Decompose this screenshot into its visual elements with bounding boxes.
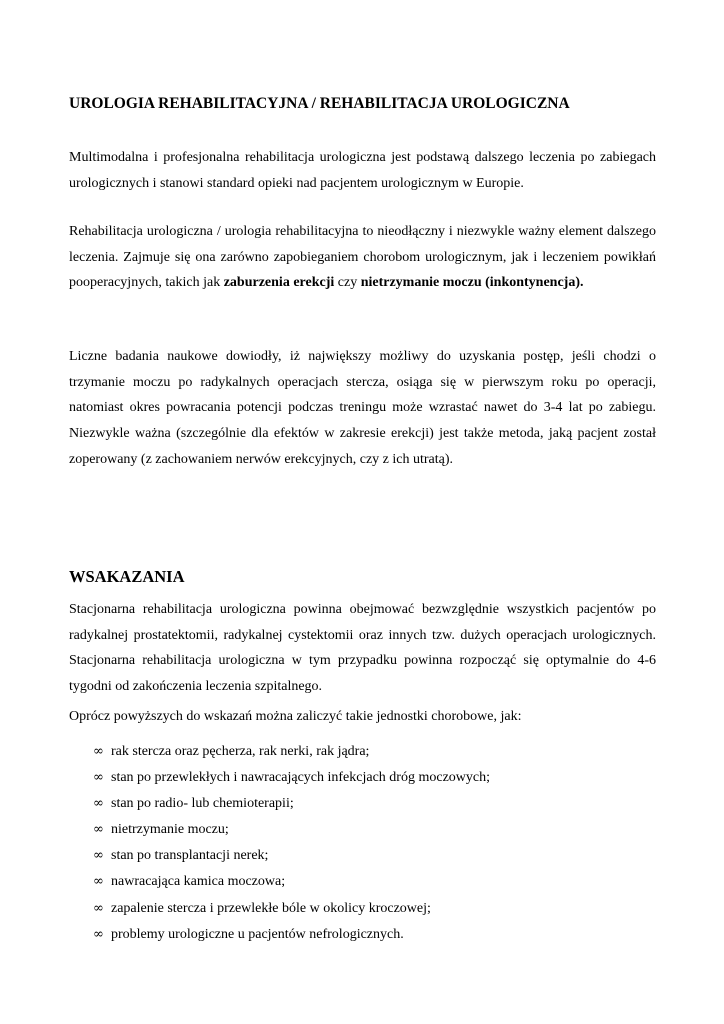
list-item-text: nawracająca kamica moczowa; xyxy=(111,874,286,890)
infinity-bullet-icon: ∞ xyxy=(93,874,104,890)
rehabilitation-text-1: Rehabilitacja urologiczna / urologia rehabilitacyjna to nieodłączny i niezwykle ważny element dalszego leczenia. Zajmuje się ona zarówno zapobieganiem chorobom urologicznym, jak i leczeniem powikłań pooperacyjnych, takich jak xyxy=(69,224,656,291)
list-item xyxy=(93,843,490,869)
indications-list xyxy=(93,739,490,948)
list-item-text: rak stercza oraz pęcherza, rak nerki, rak jądra; xyxy=(111,744,370,759)
list-item xyxy=(93,739,490,765)
infinity-bullet-icon: ∞ xyxy=(93,744,104,759)
list-item xyxy=(93,791,490,817)
rehabilitation-paragraph xyxy=(69,219,656,296)
infinity-bullet-icon: ∞ xyxy=(93,900,104,916)
list-item xyxy=(93,817,490,843)
research-paragraph: Liczne badania naukowe dowiodły, iż największy możliwy do uzyskania postęp, jeśli chodzi o trzymanie moczu po radykalnych operacjach stercza, osiąga się w pierwszym roku po operacji, natomiast okres powracania potencji podczas treningu może wzrastać nawet do 3-4 lat po zabiegu. Niezwykle ważna (szczególnie dla efektów w zakresie erekcji) jest także metoda, jaką pacjent został zoperowany (z zachowaniem nerwów erekcyjnych, czy z ich utratą). xyxy=(69,349,656,467)
list-item-text: stan po transplantacji nerek; xyxy=(111,848,269,864)
infinity-bullet-icon: ∞ xyxy=(93,796,104,812)
stationary-rehab-paragraph: Stacjonarna rehabilitacja urologiczna powinna obejmować bezwzględnie wszystkich pacjentów po radykalnej prostatektomii, radykalnej cystektomii oraz innych tzw. dużych operacjach urologicznych. Stacjonarna rehabilitacja urologiczna w tym przypadku powinna rozpocząć się optymalnie do 4-6 tygodni od zakończenia leczenia szpitalnego. xyxy=(69,602,656,695)
bold-incontinence: nietrzymanie moczu (inkontynencja). xyxy=(360,275,584,291)
list-item xyxy=(93,896,490,922)
list-item xyxy=(93,922,490,948)
list-item-text: nietrzymanie moczu; xyxy=(111,822,229,838)
bold-erectile-dysfunction: zaburzenia erekcji xyxy=(223,275,335,291)
list-item xyxy=(93,869,490,895)
infinity-bullet-icon: ∞ xyxy=(93,770,104,786)
indications-intro: Oprócz powyższych do wskazań można zaliczyć takie jednostki chorobowe, jak: xyxy=(69,709,522,724)
rehabilitation-text-2: czy xyxy=(334,275,361,291)
section-title-wskazania: WSAKAZANIA xyxy=(69,567,185,586)
list-item-text: stan po radio- lub chemioterapii; xyxy=(111,796,294,812)
infinity-bullet-icon: ∞ xyxy=(93,926,104,942)
list-item-text: stan po przewlekłych i nawracających infekcjach dróg moczowych; xyxy=(111,770,490,786)
intro-paragraph: Multimodalna i profesjonalna rehabilitacja urologiczna jest podstawą dalszego leczenia po zabiegach urologicznych i stanowi standard opieki nad pacjentem urologicznym w Europie. xyxy=(69,150,656,191)
infinity-bullet-icon: ∞ xyxy=(93,848,104,864)
list-item-text: problemy urologiczne u pacjentów nefrologicznych. xyxy=(111,926,404,942)
list-item-text: zapalenie stercza i przewlekłe bóle w okolicy kroczowej; xyxy=(111,900,431,916)
infinity-bullet-icon: ∞ xyxy=(93,822,104,838)
section-title-urologia: UROLOGIA REHABILITACYJNA / REHABILITACJA UROLOGICZNA xyxy=(69,95,570,112)
list-item xyxy=(93,765,490,791)
